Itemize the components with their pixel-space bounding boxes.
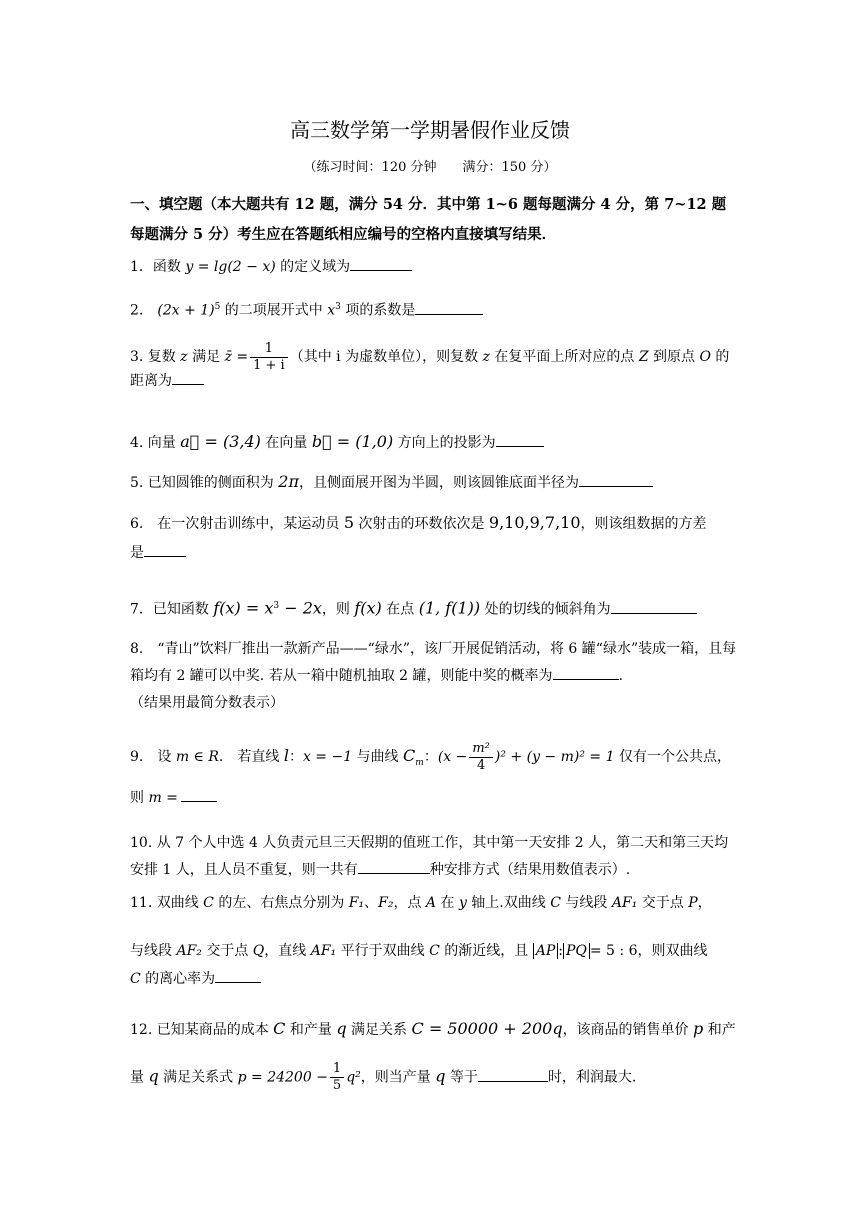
answer-blank[interactable] — [350, 256, 412, 271]
page-subtitle: （练习时间：120 分钟 满分：150 分） — [303, 160, 557, 175]
fraction: $\frac{1}{1 + i}$ — [250, 341, 288, 374]
question-12: 12. 已知某商品的成本 C 和产量 q 满足关系 C = 50000 + 200q，该商品的销售单价 p 和产 量 q 满足关系式 p = 24200 − $\frac{1}{5}$ q²，则当产量 q 等于 时，利润最大. — [130, 1019, 736, 1093]
question-1: 1．函数 y = lg(2 − x) 的定义域为 — [130, 256, 740, 277]
question-9: 9. 设 m ∈ R. 若直线 l：x = −1 与曲线 $C_m$：(x − $\frac{\text{m²}}{4}$ )² + (y − m)² = 1 仅有一个公共点， 则 m = — [130, 740, 731, 806]
answer-blank[interactable] — [215, 968, 261, 983]
answer-blank[interactable] — [611, 599, 697, 614]
question-7: 7．已知函数 $f(x) = x^3 - 2x$，则 f(x) 在点 (1, f(1)) 处的切线的倾斜角为 — [130, 596, 740, 620]
answer-blank[interactable] — [358, 859, 430, 874]
answer-blank[interactable] — [478, 1067, 548, 1082]
question-8: 8. “青山”饮料厂推出一款新产品——“绿水”，该厂开展促销活动，将 6 罐“绿水”装成一箱，且每箱均有 2 罐可以中奖. 若从一箱中随机抽取 2 罐，则能中奖的概率为 . （结果用最简分数表示） — [130, 641, 737, 711]
answer-blank[interactable] — [415, 300, 483, 315]
answer-blank[interactable] — [172, 370, 204, 385]
answer-blank[interactable] — [181, 787, 217, 802]
section-heading: 一、填空题（本大题共有 12 题，满分 54 分．其中第 1~6 题每题满分 4 分，第 7~12 题每题满分 5 分）考生应在答题纸相应编号的空格内直接填写结果． — [130, 196, 727, 243]
question-5: 5. 已知圆锥的侧面积为 2π，且侧面展开图为半圆，则该圆锥底面半径为 — [130, 472, 740, 493]
fraction: $\frac{1}{5}$ — [330, 1061, 344, 1094]
question-6: 6. 在一次射击训练中，某运动员 5 次射击的环数依次是 9,10,9,7,10，则该组数据的方差 是 — [130, 513, 707, 561]
question-3: 3. 复数 z 满足 z̄ = $\frac{1}{1 + i}$ （其中 i 为虚数单位），则复数 z 在复平面上所对应的点 Z 到原点 O 的 距离为 — [130, 340, 730, 389]
page-title: 高三数学第一学期暑假作业反馈 — [290, 118, 570, 142]
question-2: 2. $(2x + 1)^5$ 的二项展开式中 $x^3$ 项的系数是 — [130, 297, 740, 321]
fraction: $\frac{\text{m²}}{4}$ — [469, 741, 493, 774]
answer-blank[interactable] — [553, 665, 619, 680]
answer-blank[interactable] — [144, 542, 186, 557]
question-4: 4. 向量 a⃗ = (3,4) 在向量 b⃗ = (1,0) 方向上的投影为 — [130, 432, 740, 453]
question-10: 10. 从 7 个人中选 4 人负责元旦三天假期的值班工作，其中第一天安排 2 人，第二天和第三天均安排 1 人，且人员不重复，则一共有 种安排方式（结果用数值表示）. — [130, 835, 729, 878]
answer-blank[interactable] — [496, 432, 544, 447]
answer-blank[interactable] — [579, 472, 653, 487]
question-11: 11. 双曲线 C 的左、右焦点分别为 F₁、F₂，点 A 在 y 轴上.双曲线 C 与线段 AF₁ 交于点 P， 与线段 AF₂ 交于点 Q，直线 AF₁ 平行于双曲线 C 的渐近线，且 AP : PQ = 5 : 6，则双曲线 C 的离心率为 — [130, 895, 712, 987]
math-expression: y = lg(2 − x) — [185, 259, 276, 275]
